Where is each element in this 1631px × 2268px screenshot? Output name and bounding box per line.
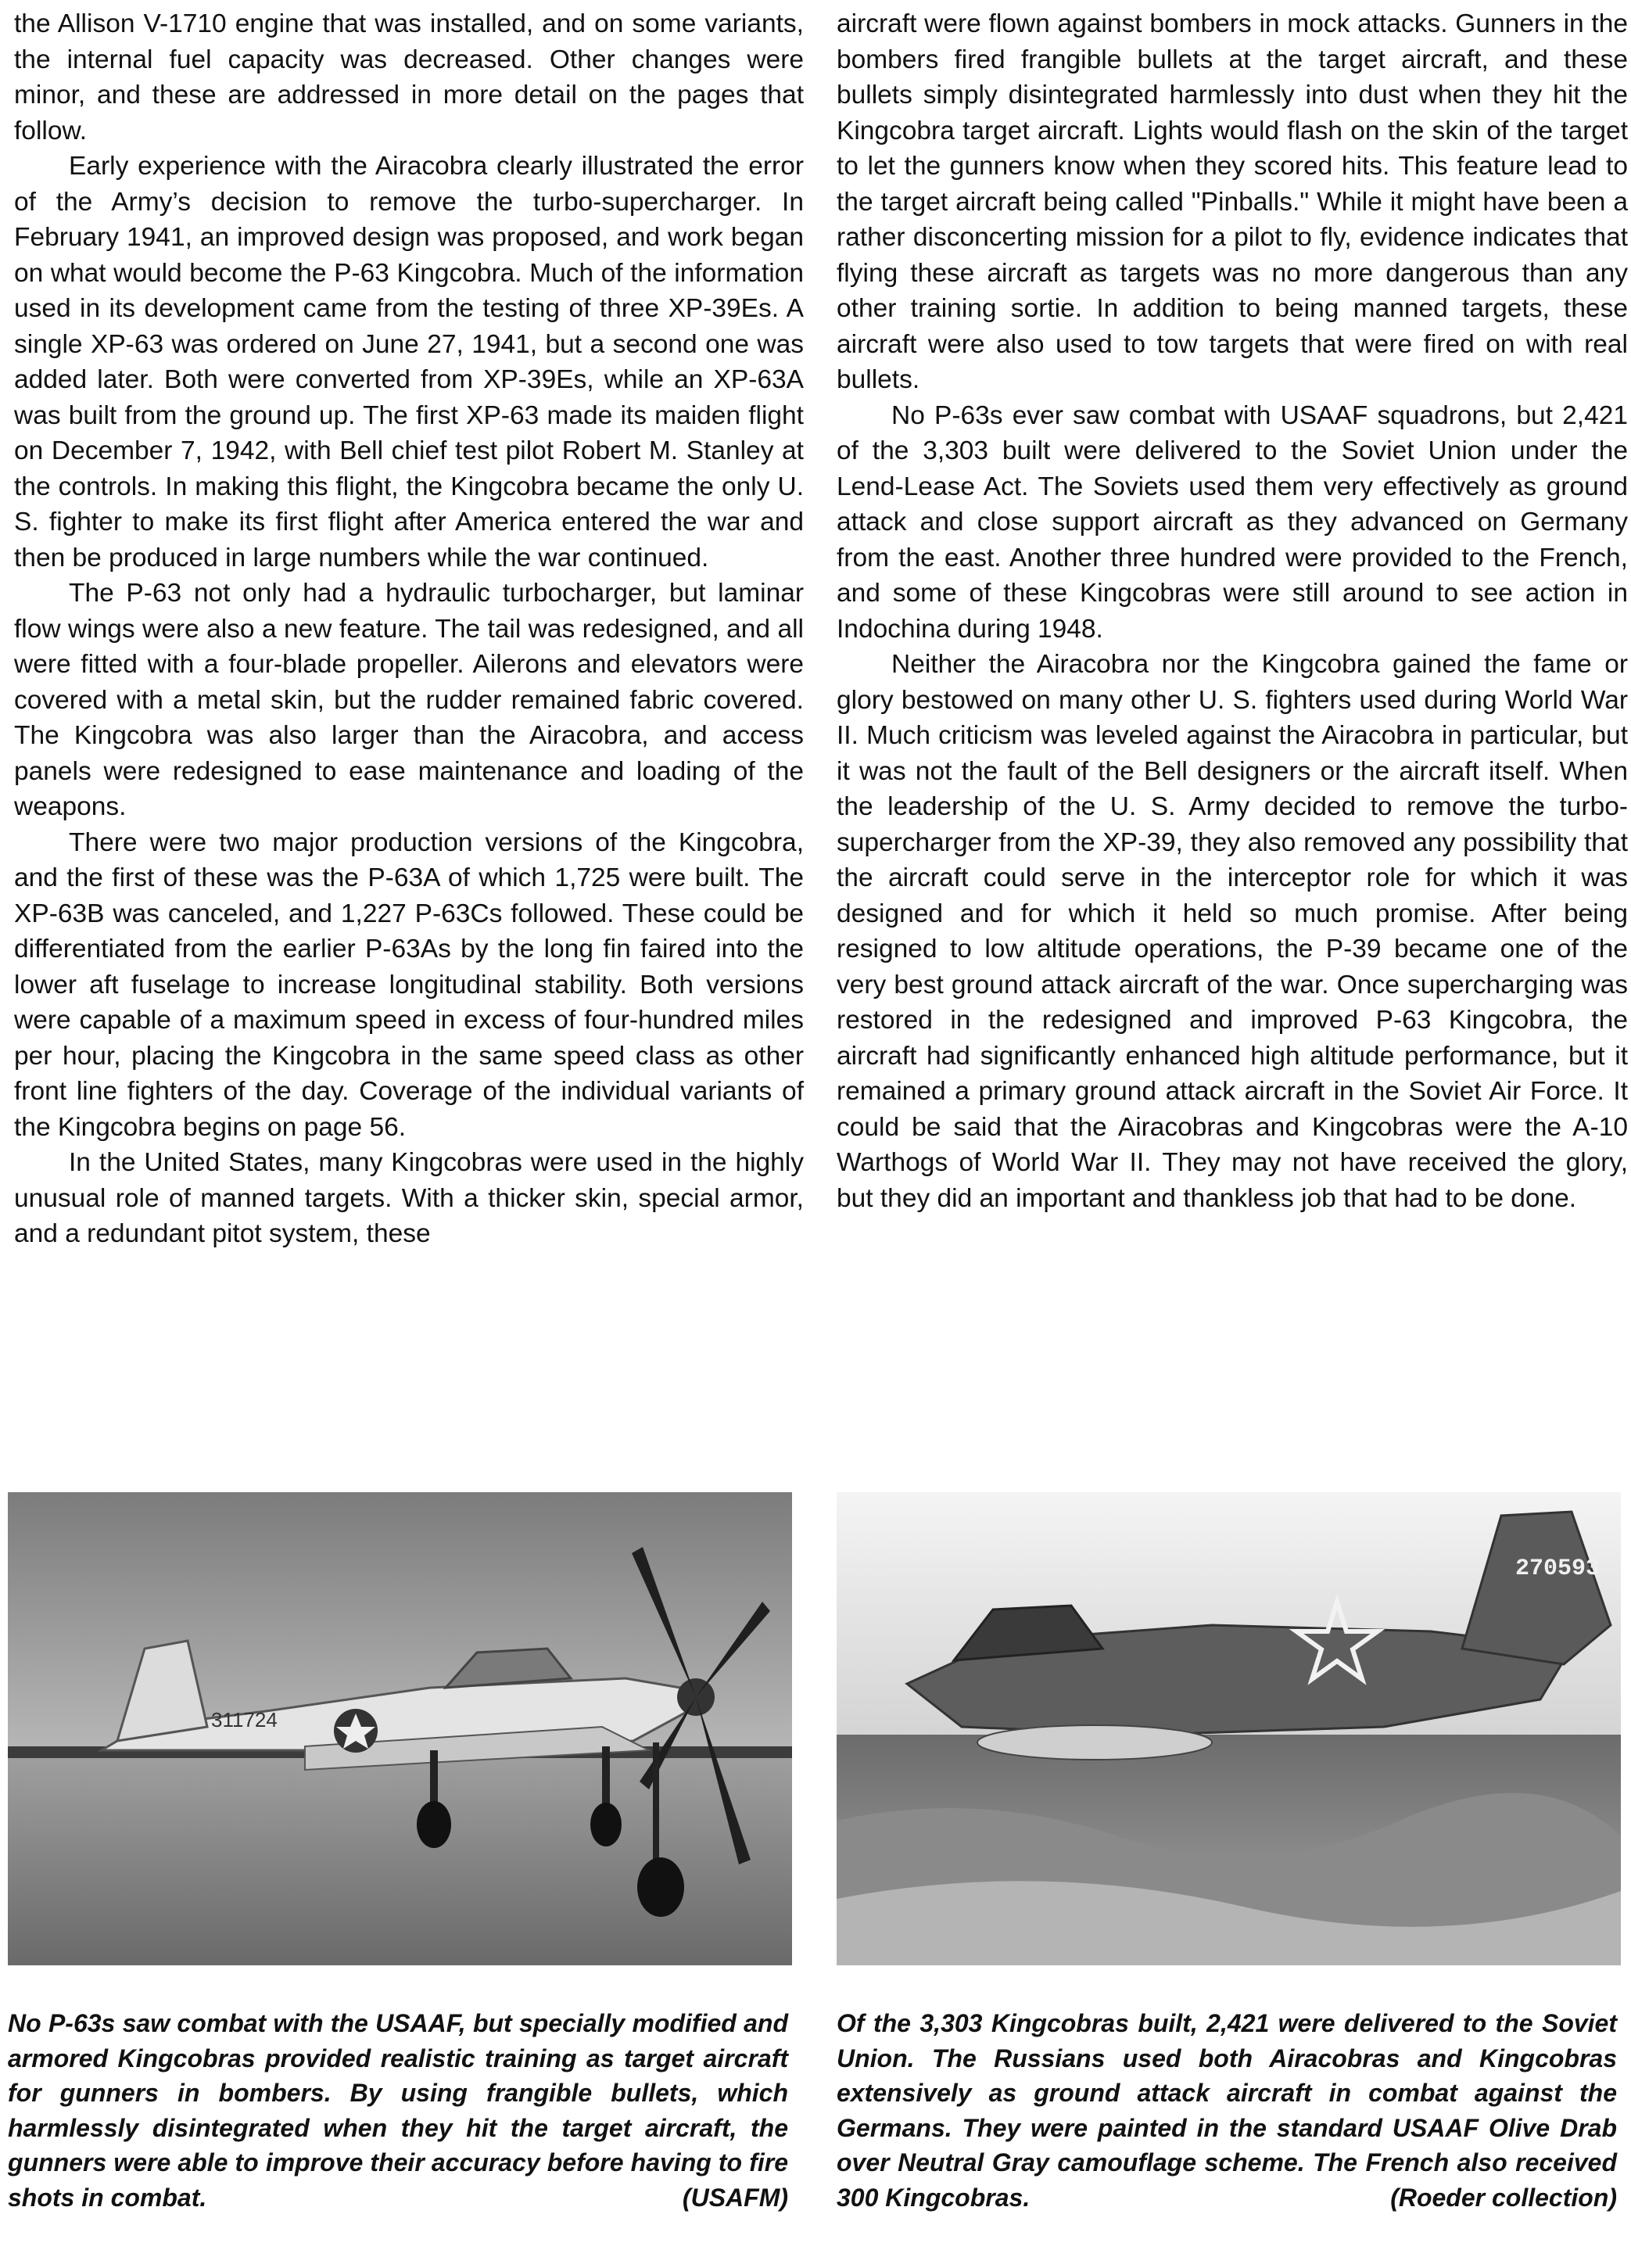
right-text-column — [837, 6, 1628, 1216]
paragraph: Neither the Airacobra nor the Kingcobra gained the fame or glory bestowed on many other U. S. fighters used during World War II. Much criticism was leveled against the Airacobra in particular, but it was not the fault of the Bell designers or the aircraft itself. When the leadership of the U. S. Army decided to remove the turbo-supercharger from the XP-39, they also removed any possibility that the aircraft could serve in the interceptor role for which it was designed and for which it held so much promise. After being resigned to low altitude operations, the P-39 became one of the very best ground attack aircraft of the war. Once supercharging was restored in the redesigned and improved P-63 Kingcobra, the aircraft had significantly enhanced high altitude performance, but it remained a primary ground attack aircraft in the Soviet Air Force. It could be said that the Airacobras and Kingcobras were the A-10 Warthogs of World War II. They may not have received the glory, but they did an important and thankless job that had to be done. — [837, 650, 1628, 1213]
caption-left — [8, 2006, 788, 2215]
photo-credit: (USAFM) — [682, 2183, 788, 2212]
aircraft-photo-left — [8, 1492, 792, 1965]
photo-credit: (Roeder collection) — [1390, 2183, 1617, 2212]
paragraph: There were two major production versions of the Kingcobra, and the first of these was the P-63A of which 1,725 were built. The XP-63B was canceled, and 1,227 P-63Cs followed. These could be differentiated from the earlier P-63As by the long fin faired into the lower aft fuselage to increase longitudinal stability. Both versions were capable of a maximum speed in excess of four-hundred miles per hour, placing the Kingcobra in the same speed class as other front line fighters of the day. Coverage of the individual variants of the Kingcobra begins on page 56. — [14, 827, 804, 1142]
photo-soviet-kingcobra — [837, 1492, 1621, 1965]
paragraph: the Allison V-1710 engine that was installed, and on some variants, the internal fuel capacity was decreased. Other changes were minor, and these are addressed in more detail on the pages that follow. — [14, 9, 804, 145]
fuselage-marking: 311724 — [211, 1708, 278, 1732]
paragraph: Early experience with the Airacobra clearly illustrated the error of the Army’s decision to remove the turbo-supercharger. In February 1941, an improved design was proposed, and work began on what would become the P-63 Kingcobra. Much of the information used in its development came from the testing of three XP-39Es. A single XP-63 was ordered on June 27, 1941, but a second one was added later. Both were converted from XP-39Es, while an XP-63A was built from the ground up. The first XP-63 made its maiden flight on December 7, 1942, with Bell chief test pilot Robert M. Stanley at the controls. In making this flight, the Kingcobra became the only U. S. fighter to make its first flight after America entered the war and then be produced in large numbers while the war continued. — [14, 152, 804, 572]
aircraft-photo-right — [837, 1492, 1621, 1965]
left-text-column — [14, 6, 804, 1252]
caption-right — [837, 2006, 1617, 2215]
paragraph: In the United States, many Kingcobras were used in the highly unusual role of manned targets. With a thicker skin, special armor, and a redundant pitot system, these — [14, 1148, 804, 1248]
caption-text: No P-63s saw combat with the USAAF, but specially modified and armored Kingcobras provided realistic training as target aircraft for gunners in bombers. By using frangible bullets, which harmlessly disintegrated when they hit the target aircraft, the gunners were able to improve their accuracy before having to fire shots in combat. — [8, 2009, 788, 2212]
paragraph: The P-63 not only had a hydraulic turbocharger, but laminar flow wings were also a new feature. The tail was redesigned, and all were fitted with a four-blade propeller. Ailerons and elevators were covered with a metal skin, but the rudder remained fabric covered. The Kingcobra was also larger than the Airacobra, and access panels were redesigned to ease maintenance and loading of the weapons. — [14, 579, 804, 821]
paragraph: aircraft were flown against bombers in mock attacks. Gunners in the bombers fired frangible bullets at the target aircraft, and these bullets simply disintegrated harmlessly into dust when they hit the Kingcobra target aircraft. Lights would flash on the skin of the target to let the gunners know when they scored hits. This feature lead to the target aircraft being called "Pinballs." While it might have been a rather disconcerting mission for a pilot to fly, evidence indicates that flying these aircraft as targets was no more dangerous than any other training sortie. In addition to being manned targets, these aircraft were also used to tow targets that were fired on with real bullets. — [837, 9, 1628, 394]
photo-silver-kingcobra — [8, 1492, 792, 1965]
tail-number: 270593 — [1515, 1556, 1601, 1582]
paragraph: No P-63s ever saw combat with USAAF squadrons, but 2,421 of the 3,303 built were delivered to the Soviet Union under the Lend-Lease Act. The Soviets used them very effectively as ground attack and close support aircraft as they advanced on Germany from the east. Another three hundred were provided to the French, and some of these Kingcobras were still around to see action in Indochina during 1948. — [837, 400, 1628, 644]
caption-text: Of the 3,303 Kingcobras built, 2,421 were delivered to the Soviet Union. The Russians used both Airacobras and Kingcobras extensively as ground attack aircraft in combat against the Germans. They were painted in the standard USAAF Olive Drab over Neutral Gray camouflage scheme. The French also received 300 Kingcobras. — [837, 2009, 1617, 2212]
